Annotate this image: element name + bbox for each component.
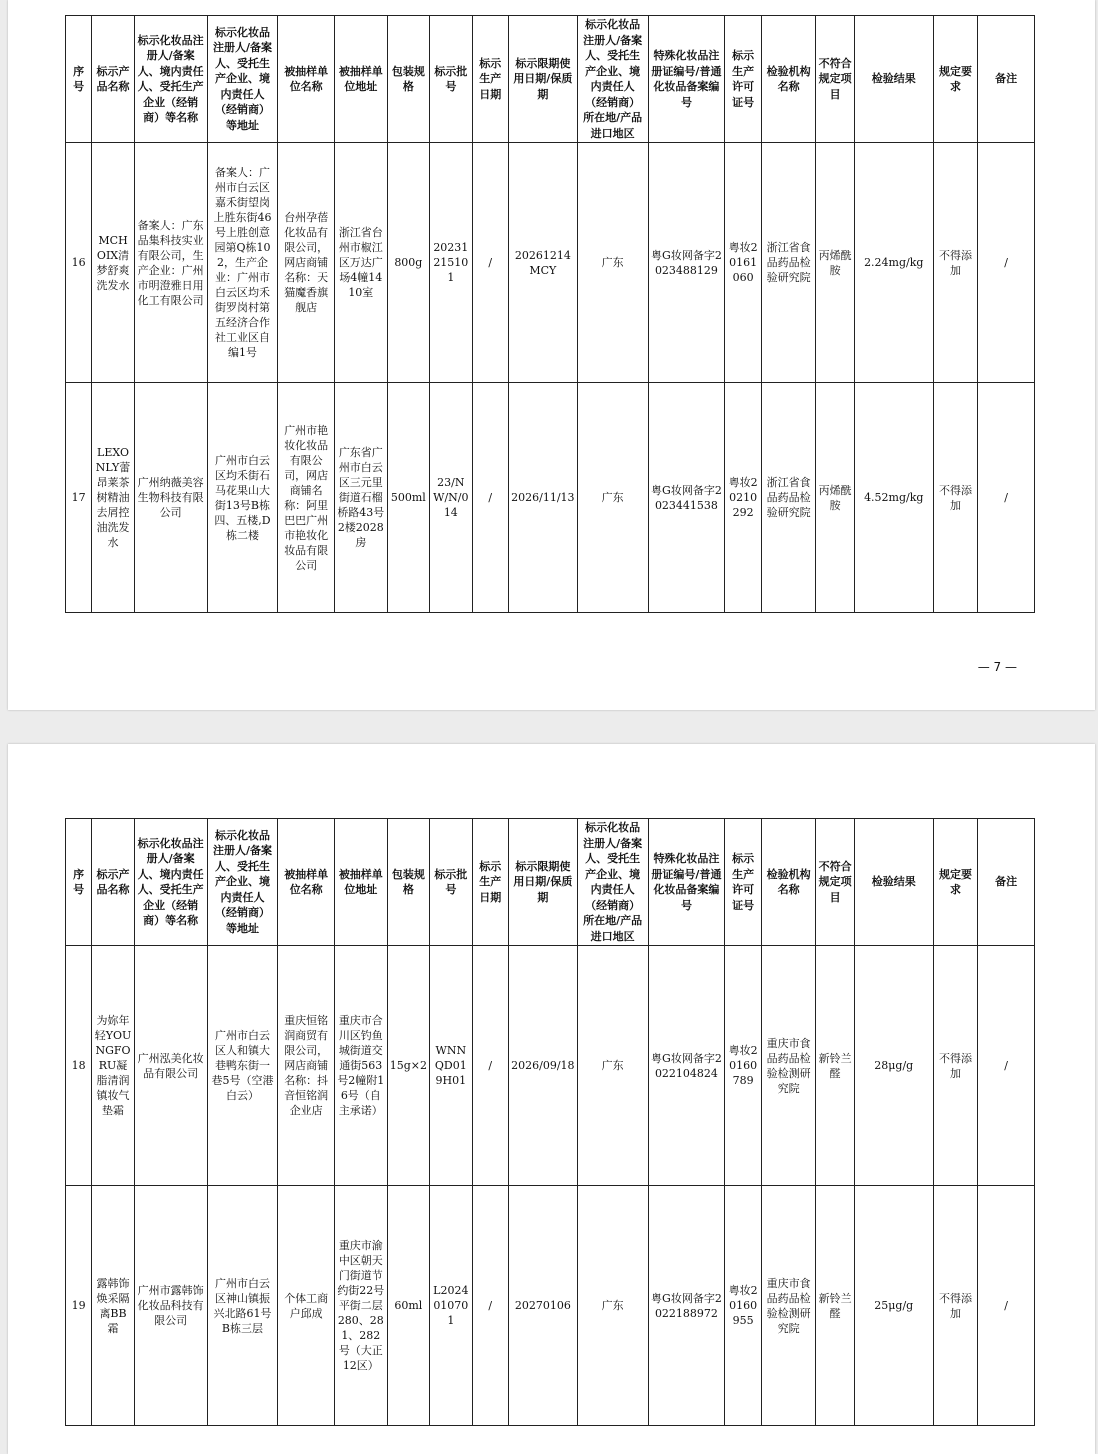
cell-item: 新铃兰醛 [816, 1186, 854, 1426]
header-cell: 标示化妆品注册人/备案人、受托生产企业、境内责任人（经销商）所在地/产品进口地区 [577, 16, 648, 143]
header-cell: 标示生产日期 [472, 819, 508, 946]
cell-result: 2.24mg/kg [854, 143, 933, 383]
header-cell: 标示生产日期 [472, 16, 508, 143]
cell-sampled-unit: 个体工商户邱成 [278, 1186, 335, 1426]
table-row [66, 383, 1035, 613]
cell-requirement: 不得添加 [933, 946, 978, 1186]
cell-record-no: 粤G妆网备字2022104824 [648, 946, 725, 1186]
table-row [66, 143, 1035, 383]
cell-expiry: 2026/09/18 [508, 946, 577, 1186]
document-page-2 [8, 744, 1095, 1454]
cell-sampled-unit: 广州市艳妆化妆品有限公司，网店商铺名称：阿里巴巴广州市艳妆化妆品有限公司 [278, 383, 335, 613]
cell-company: 广州泓美化妆品有限公司 [134, 946, 207, 1186]
header-cell: 被抽样单位名称 [278, 16, 335, 143]
header-cell: 标示生产许可证号 [725, 16, 761, 143]
cell-region: 广东 [577, 946, 648, 1186]
cell-expiry: 20261214MCY [508, 143, 577, 383]
header-cell: 规定要求 [933, 819, 978, 946]
header-cell: 包装规格 [387, 16, 429, 143]
cell-item: 丙烯酰胺 [816, 383, 854, 613]
cell-remark: / [978, 946, 1035, 1186]
cell-no: 19 [66, 1186, 92, 1426]
header-cell: 标示批号 [430, 16, 472, 143]
cell-license: 粤妆20210292 [725, 383, 761, 613]
header-cell: 序号 [66, 819, 92, 946]
header-cell: 备注 [978, 819, 1035, 946]
header-cell: 特殊化妆品注册证编号/普通化妆品备案编号 [648, 819, 725, 946]
cell-address: 备案人：广州市白云区嘉禾街望岗上胜东街46号上胜创意园第Q栋102，生产企业：广州市白云区均禾街罗岗村第五经济合作社工业区自编1号 [207, 143, 278, 383]
cell-spec: 15g×2 [387, 946, 429, 1186]
header-cell: 不符合规定项目 [816, 16, 854, 143]
header-cell: 被抽样单位地址 [335, 819, 388, 946]
cell-batch: L2024010701 [430, 1186, 472, 1426]
table-row [66, 1186, 1035, 1426]
header-cell: 包装规格 [387, 819, 429, 946]
cell-record-no: 粤G妆网备字2023441538 [648, 383, 725, 613]
header-cell: 标示产品名称 [92, 819, 134, 946]
cell-license: 粤妆20160789 [725, 946, 761, 1186]
header-cell: 标示化妆品注册人/备案人、受托生产企业、境内责任人（经销商）等地址 [207, 819, 278, 946]
cell-prod-date: / [472, 1186, 508, 1426]
cell-sampled-address: 浙江省台州市椒江区万达广场4幢1410室 [335, 143, 388, 383]
cell-expiry: 2026/11/13 [508, 383, 577, 613]
cell-result: 25μg/g [854, 1186, 933, 1426]
document-page-1 [8, 0, 1095, 710]
cell-company: 备案人：广东品集科技实业有限公司，生产企业：广州市明澄雅日用化工有限公司 [134, 143, 207, 383]
cell-product-name: 露韩饰焕采隔离BB霜 [92, 1186, 134, 1426]
table-row [66, 946, 1035, 1186]
table-header-row [66, 819, 1035, 946]
cell-sampled-address: 重庆市合川区钓鱼城街道交通街563号2幢附16号（自主承诺） [335, 946, 388, 1186]
cell-prod-date: / [472, 143, 508, 383]
header-cell: 标示化妆品注册人/备案人、境内责任人、受托生产企业（经销商）等名称 [134, 16, 207, 143]
cell-region: 广东 [577, 143, 648, 383]
header-cell: 规定要求 [933, 16, 978, 143]
inspection-table [65, 818, 1035, 1426]
inspection-table [65, 15, 1035, 613]
header-cell: 检验机构名称 [761, 819, 816, 946]
cell-region: 广东 [577, 383, 648, 613]
header-cell: 标示化妆品注册人/备案人、境内责任人、受托生产企业（经销商）等名称 [134, 819, 207, 946]
cell-batch: WNNQD019H01 [430, 946, 472, 1186]
cell-remark: / [978, 1186, 1035, 1426]
cell-lab: 浙江省食品药品检验研究院 [761, 383, 816, 613]
cell-batch: 23/NW/N/014 [430, 383, 472, 613]
cell-company: 广州纳薇美容生物科技有限公司 [134, 383, 207, 613]
cell-no: 18 [66, 946, 92, 1186]
cell-spec: 60ml [387, 1186, 429, 1426]
header-cell: 标示化妆品注册人/备案人、受托生产企业、境内责任人（经销商）所在地/产品进口地区 [577, 819, 648, 946]
header-cell: 检验结果 [854, 819, 933, 946]
cell-record-no: 粤G妆网备字2022188972 [648, 1186, 725, 1426]
header-cell: 标示产品名称 [92, 16, 134, 143]
header-cell: 标示化妆品注册人/备案人、受托生产企业、境内责任人（经销商）等地址 [207, 16, 278, 143]
cell-product-name: LEXONLY蕾昂莱茶树精油去屑控油洗发水 [92, 383, 134, 613]
cell-requirement: 不得添加 [933, 143, 978, 383]
cell-spec: 500ml [387, 383, 429, 613]
header-cell: 检验机构名称 [761, 16, 816, 143]
cell-sampled-address: 重庆市渝中区朝天门街道节约街22号平街二层280、281、282号（大正12区） [335, 1186, 388, 1426]
cell-requirement: 不得添加 [933, 1186, 978, 1426]
cell-address: 广州市白云区神山镇振兴北路61号B栋三层 [207, 1186, 278, 1426]
cell-license: 粤妆20161060 [725, 143, 761, 383]
cell-item: 新铃兰醛 [816, 946, 854, 1186]
cell-result: 28μg/g [854, 946, 933, 1186]
header-cell: 被抽样单位地址 [335, 16, 388, 143]
cell-company: 广州市露韩饰化妆品科技有限公司 [134, 1186, 207, 1426]
cell-no: 16 [66, 143, 92, 383]
cell-lab: 浙江省食品药品检验研究院 [761, 143, 816, 383]
cell-sampled-unit: 台州孕蓓化妆品有限公司，网店商铺名称：天猫魔香旗舰店 [278, 143, 335, 383]
cell-prod-date: / [472, 946, 508, 1186]
cell-prod-date: / [472, 383, 508, 613]
header-cell: 标示生产许可证号 [725, 819, 761, 946]
cell-item: 丙烯酰胺 [816, 143, 854, 383]
cell-sampled-unit: 重庆恒铭润商贸有限公司，网店商铺名称：抖音恒铭润企业店 [278, 946, 335, 1186]
header-cell: 序号 [66, 16, 92, 143]
page-number: — 7 — [977, 660, 1017, 674]
header-cell: 不符合规定项目 [816, 819, 854, 946]
cell-no: 17 [66, 383, 92, 613]
cell-remark: / [978, 143, 1035, 383]
cell-product-name: MCHOIX清梦舒爽洗发水 [92, 143, 134, 383]
cell-product-name: 为妳年轻YOUNGFORU凝脂清润镇妆气垫霜 [92, 946, 134, 1186]
header-cell: 备注 [978, 16, 1035, 143]
cell-region: 广东 [577, 1186, 648, 1426]
cell-sampled-address: 广东省广州市白云区三元里街道石榴桥路43号2楼2028房 [335, 383, 388, 613]
header-cell: 被抽样单位名称 [278, 819, 335, 946]
cell-result: 4.52mg/kg [854, 383, 933, 613]
header-cell: 特殊化妆品注册证编号/普通化妆品备案编号 [648, 16, 725, 143]
cell-batch: 20231215101 [430, 143, 472, 383]
cell-spec: 800g [387, 143, 429, 383]
cell-remark: / [978, 383, 1035, 613]
cell-license: 粤妆20160955 [725, 1186, 761, 1426]
cell-address: 广州市白云区均禾街石马花果山大街13号B栋四、五楼,D栋二楼 [207, 383, 278, 613]
table-header-row [66, 16, 1035, 143]
cell-record-no: 粤G妆网备字2023488129 [648, 143, 725, 383]
cell-lab: 重庆市食品药品检验检测研究院 [761, 1186, 816, 1426]
cell-address: 广州市白云区人和镇大巷鸭东街一巷5号（空港白云） [207, 946, 278, 1186]
header-cell: 检验结果 [854, 16, 933, 143]
header-cell: 标示限期使用日期/保质期 [508, 819, 577, 946]
cell-expiry: 20270106 [508, 1186, 577, 1426]
header-cell: 标示限期使用日期/保质期 [508, 16, 577, 143]
cell-requirement: 不得添加 [933, 383, 978, 613]
cell-lab: 重庆市食品药品检验检测研究院 [761, 946, 816, 1186]
header-cell: 标示批号 [430, 819, 472, 946]
